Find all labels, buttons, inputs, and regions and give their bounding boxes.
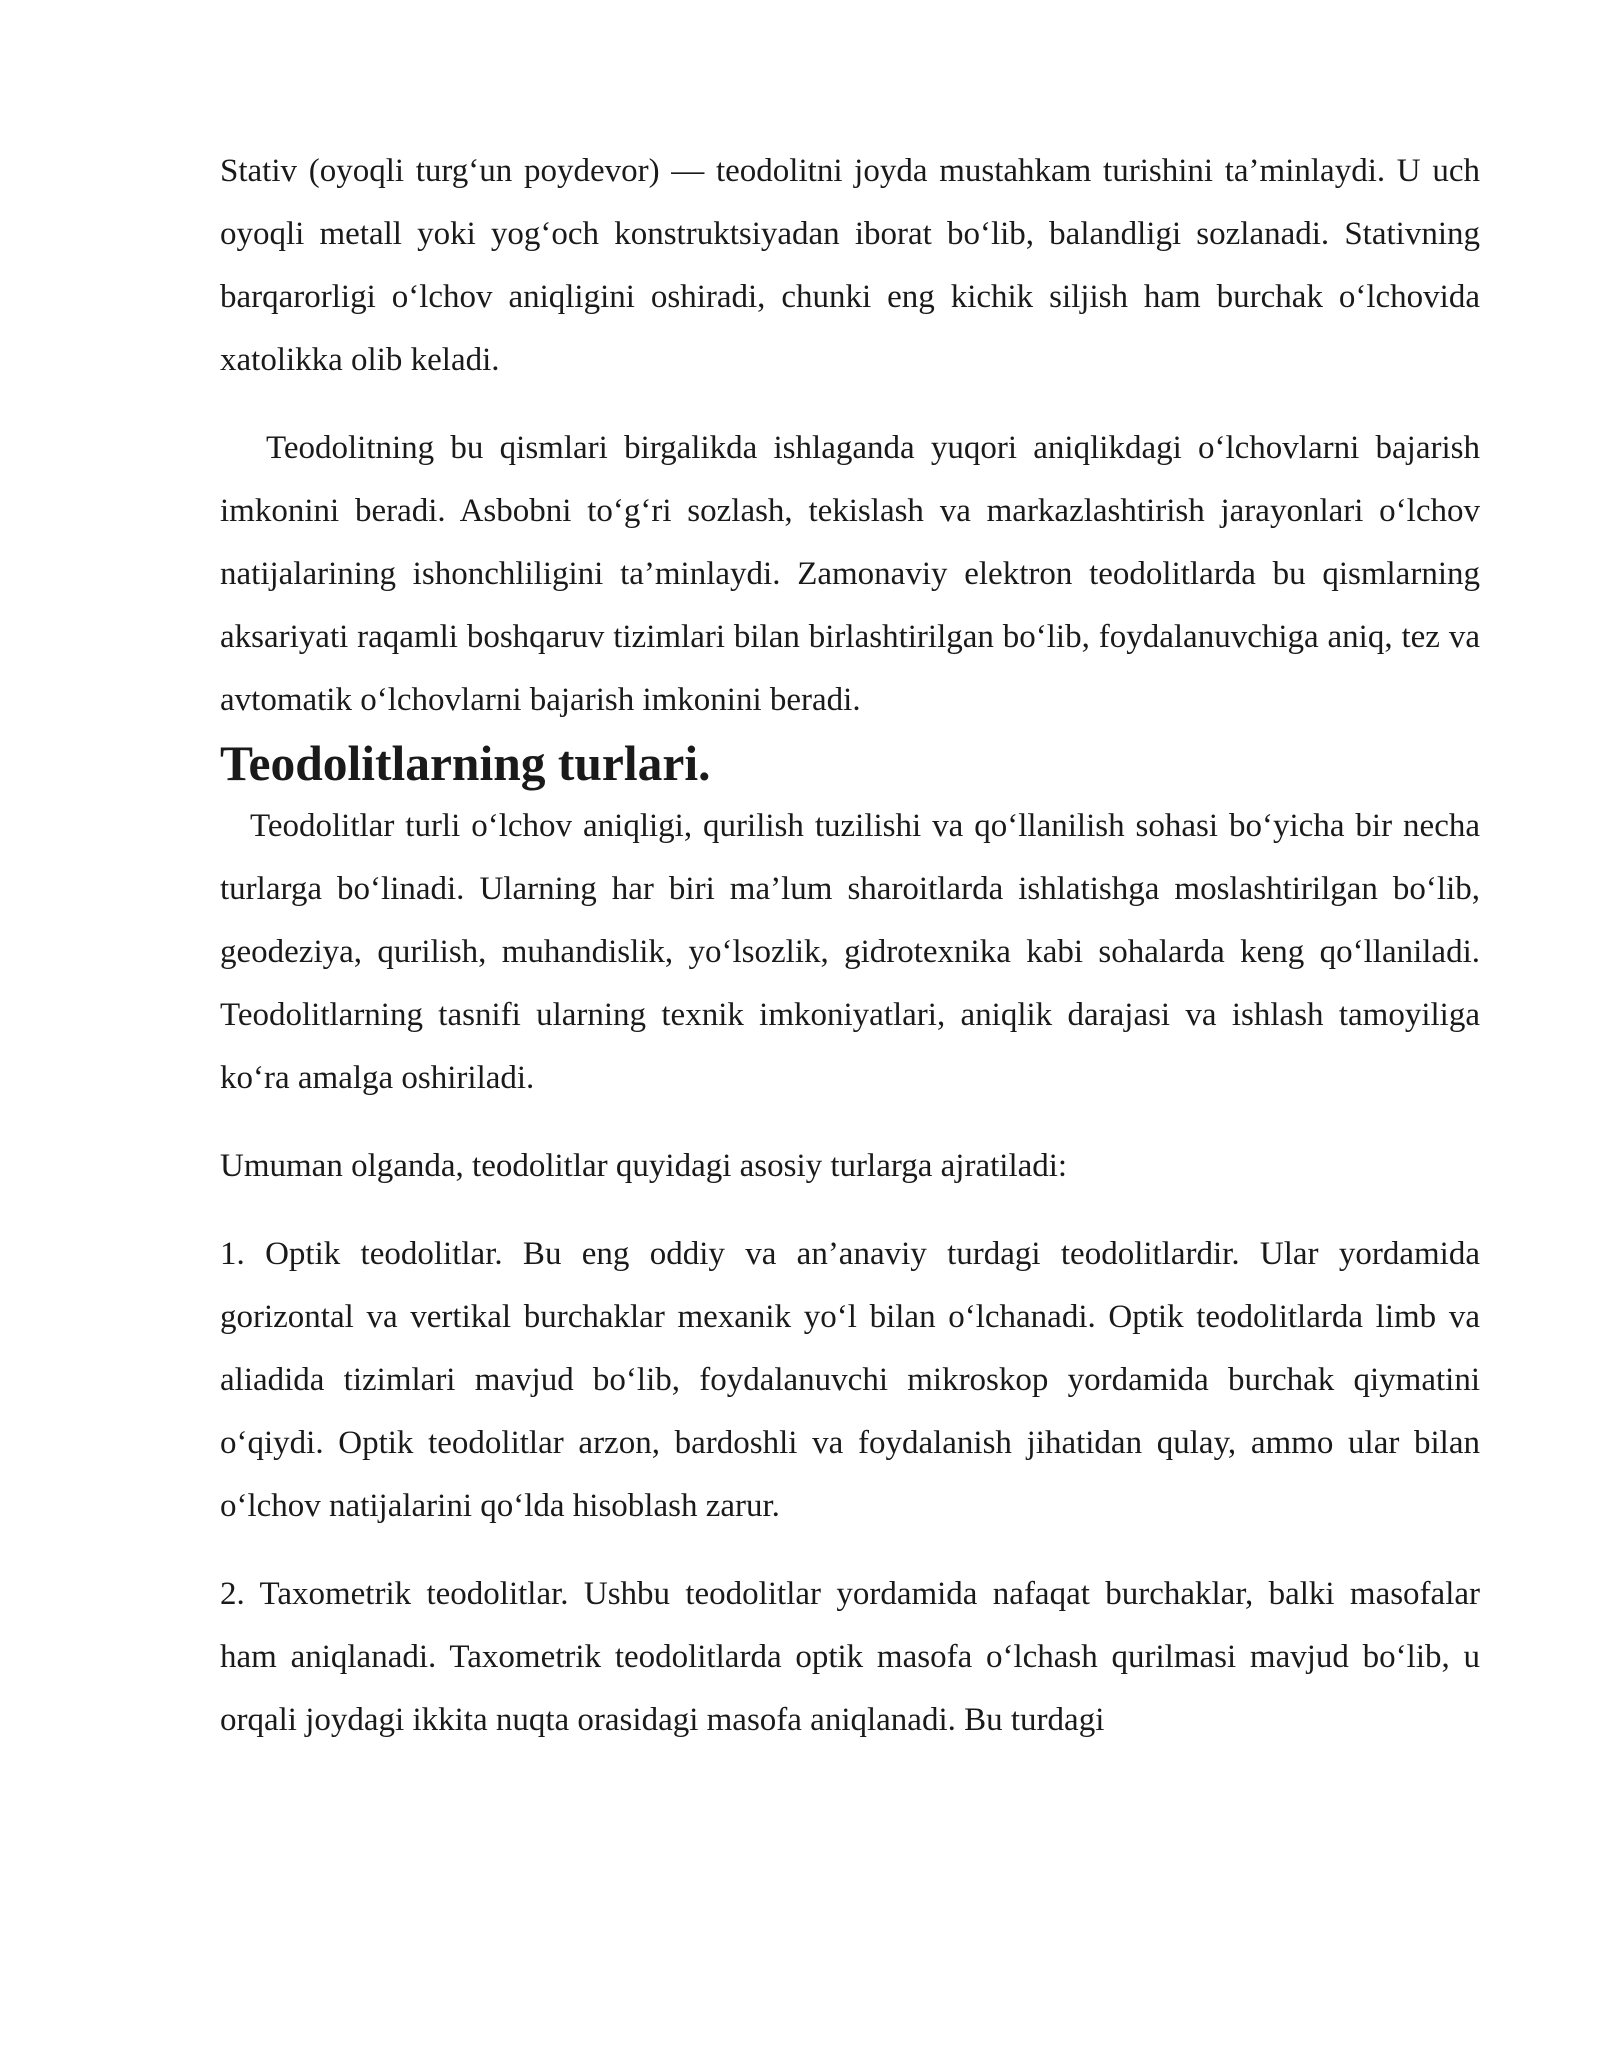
paragraph-tachymetric-theodolites: 2. Taxometrik teodolitlar. Ushbu teodolitlar yordamida nafaqat burchaklar, balki masofalar ham aniqlanadi. Taxometrik teodolitlarda optik masofa o‘lchash qurilmasi mavjud bo‘lib, u orqali joydagi ikkita nuqta orasidagi masofa aniqlanadi. Bu turdagi — [220, 1576, 1480, 1738]
paragraph-stativ: Stativ (oyoqli turg‘un poydevor) — teodolitni joyda mustahkam turishini ta’minlaydi. U uch oyoqli metall yoki yog‘och konstruktsiyadan iborat bo‘lib, balandligi sozlanadi. Stativning barqarorligi o‘lchov aniqligini oshiradi, chunki eng kichik siljish ham burchak o‘lchovida xatolikka olib keladi. — [220, 153, 1480, 378]
paragraph-parts-summary: Teodolitning bu qismlari birgalikda ishlaganda yuqori aniqlikdagi o‘lchovlarni bajarish imkonini beradi. Asbobni to‘g‘ri sozlash, tekislash va markazlashtirish jarayonlari o‘lchov natijalarining ishonchliligini ta’minlaydi. Zamonaviy elektron teodolitlarda bu qismlarning aksariyati raqamli boshqaruv tizimlari bilan birlashtirilgan bo‘lib, foydalanuvchiga aniq, tez va avtomatik o‘lchovlarni bajarish imkonini beradi. — [220, 430, 1480, 718]
document-page — [220, 140, 1480, 1752]
paragraph-optical-theodolites: 1. Optik teodolitlar. Bu eng oddiy va an’anaviy turdagi teodolitlardir. Ular yordamida gorizontal va vertikal burchaklar mexanik yo‘l bilan o‘lchanadi. Optik teodolitlarda limb va aliadida tizimlari mavjud bo‘lib, foydalanuvchi mikroskop yordamida burchak qiymatini o‘qiydi. Optik teodolitlar arzon, bardoshli va foydalanish jihatidan qulay, ammo ular bilan o‘lchov natijalarini qo‘lda hisoblash zarur. — [220, 1236, 1480, 1524]
paragraph-types-intro: Teodolitlar turli o‘lchov aniqligi, qurilish tuzilishi va qo‘llanilish sohasi bo‘yicha bir necha turlarga bo‘linadi. Ularning har biri ma’lum sharoitlarda ishlatishga moslashtirilgan bo‘lib, geodeziya, qurilish, muhandislik, yo‘lsozlik, gidrotexnika kabi sohalarda keng qo‘llaniladi. Teodolitlarning tasnifi ularning texnik imkoniyatlari, aniqlik darajasi va ishlash tamoyiliga ko‘ra amalga oshiriladi. — [220, 808, 1480, 1096]
section-heading: Teodolitlarning turlari. — [220, 736, 711, 791]
paragraph-types-lead: Umuman olganda, teodolitlar quyidagi asosiy turlarga ajratiladi: — [220, 1148, 1068, 1184]
